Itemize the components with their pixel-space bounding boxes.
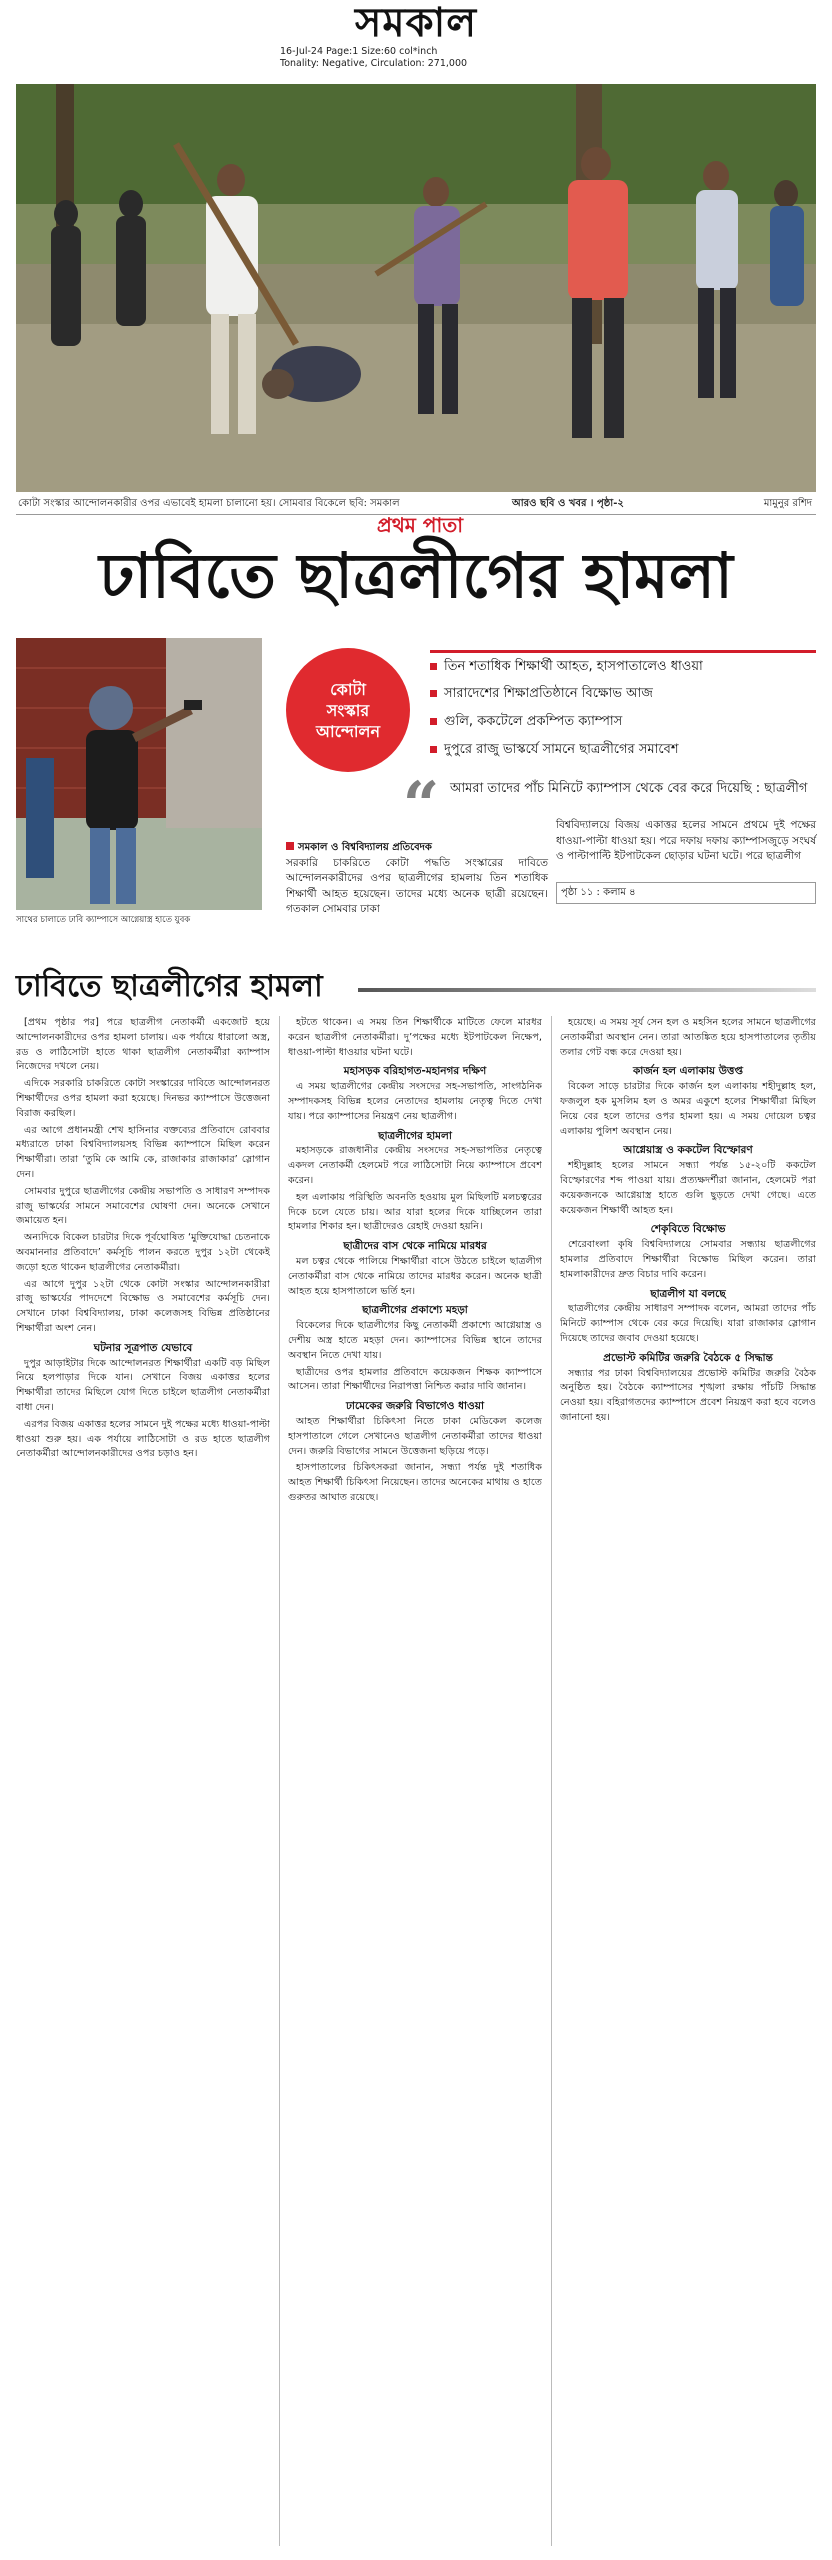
paragraph: অন্যদিকে বিকেল চারটার দিকে পূর্বঘোষিত ‘মুক্তিযোদ্ধা চেতনাকে অবমাননার প্রতিবাদে’ কর্মসূচি পালন করতে দুপুর ১২টা থেকেই জড়ো হতে থাকেন ছাত্রলীগের নেতাকর্মীরা।: [16, 1232, 270, 1273]
subheading: মহাসড়ক বরিহাগত-মহানগর দক্ষিণ: [343, 1065, 487, 1078]
subheading: প্রভোস্ট কমিটির জরুরি বৈঠকে ৫ সিদ্ধান্ত: [603, 1351, 773, 1364]
paragraph: শেরেবাংলা কৃষি বিশ্ববিদ্যালয়ে সোমবার সন্ধ্যায় ছাত্রলীগের হামলার প্রতিবাদে শিক্ষার্থীরা বিক্ষোভ মিছিল করেন। তারা হামলাকারীদের দ্রুত বিচার দাবি করেন।: [560, 1239, 816, 1280]
subheading: কার্জন হল এলাকায় উত্তপ্ত: [632, 1065, 744, 1078]
column-divider: [279, 1016, 280, 2546]
paragraph: মল চত্বর থেকে পালিয়ে শিক্ষার্থীরা বাসে উঠতে চাইলে ছাত্রলীগ নেতাকর্মীরা বাস থেকে নামিয়ে তাদের মারধর করেন। অনেক ছাত্রী আহত হয়ে হাসপাতালে ভর্তি হন।: [288, 1255, 542, 1297]
jump-column-1: [16, 1016, 270, 2546]
paragraph: হয়েছে। এ সময় সূর্য সেন হল ও মহসিন হলের সামনে ছাত্রলীগের নেতাকর্মীরা অবস্থান নেন। তারা আতঙ্কিত হয়ে হাসপাতালের তৃতীয় তলার গেট বন্ধ করে দেওয়া হয়।: [560, 1017, 816, 1058]
paragraph: হটতে থাকেন। এ সময় তিন শিক্ষার্থীকে মাটিতে ফেলে মারধর করেন ছাত্রলীগ নেতাকর্মীরা। দু’পক্ষের মধ্যে ইটপাটকেল নিক্ষেপ, ধাওয়া-পাল্টা ধাওয়ার ঘটনা ঘটে।: [288, 1017, 542, 1058]
main-headline: ঢাবিতে ছাত্রলীগের হামলা: [99, 539, 733, 612]
subheading: ঢামেকের জরুরি বিভাগেও ধাওয়া: [345, 1400, 484, 1413]
paragraph: ছাত্রীদের ওপর হামলার প্রতিবাদে কয়েকজন শিক্ষক ক্যাম্পাসে আসেন। তারা শিক্ষার্থীদের নিরাপত্তা নিশ্চিত করার দাবি জানান।: [288, 1366, 542, 1393]
paragraph: হল এলাকায় পরিস্থিতি অবনতি হওয়ায় মুল মিছিলটি মলচত্বরের দিকে চলে যেতে চায়। আর যারা হলের দিকে যাচ্ছিলেন তারা হামলার শিকার হন। ছাত্রীদেরও রেহাই দেওয়া হয়নি।: [288, 1191, 542, 1233]
page-label: প্রথম পাতা: [376, 513, 464, 537]
gunman-illustration: [16, 638, 262, 910]
subheading: ছাত্রীদের বাস থেকে নামিয়ে মারধর: [343, 1240, 487, 1253]
paragraph: দুপুর আড়াইটার দিকে আন্দোলনরত শিক্ষার্থীরা একটি বড় মিছিল নিয়ে হলপাড়ার দিকে যান। সেখানে বিজয় একাত্তর হলের শিক্ষার্থীরা তাদের মিছিলে যোগ দিতে চাইলে ছাত্রলীগ নেতাকর্মীরা বাধা দেন।: [16, 1357, 270, 1413]
paragraph: আহত শিক্ষার্থীরা চিকিৎসা নিতে ঢাকা মেডিকেল কলেজ হাসপাতালে গেলে সেখানেও ছাত্রলীগ নেতাকর্মীরা তাদের ধাওয়া দেন। জরুরি বিভাগের সামনে উত্তেজনা ছড়িয়ে পড়ে।: [288, 1415, 542, 1457]
photo-caption: কোটা সংস্কার আন্দোলনকারীর ওপর এভাবেই হামলা চালানো হয়। সোমবার বিকেলে ছবি: সমকাল: [18, 498, 400, 509]
badge-line: সংস্কার: [326, 700, 370, 720]
jump-column-3: [560, 1016, 816, 2546]
highlight-bullet: তিন শতাধিক শিক্ষার্থী আহত, হাসপাতালেও ধাওয়া: [430, 650, 816, 677]
paragraph: মহাসড়কে রাজধানীর কেন্দ্রীয় সংসদের সহ-সভাপতির নেতৃত্বে একদল নেতাকর্মী হেলমেট পরে লাঠিসোটা নিয়ে ক্যাম্পাসে প্রবেশ করেন।: [288, 1145, 542, 1186]
kota-movement-badge: [286, 648, 410, 772]
clip-meta-line: 16-Jul-24 Page:1 Size:60 col*inch: [280, 46, 438, 57]
paragraph: এর আগে দুপুর ১২টা থেকে কোটা সংস্কার আন্দোলনকারীরা রাজু ভাস্কর্যের পাদদেশে বিক্ষোভ ও সমাবেশের কর্মসূচি দেন। সেখানে ঢাকা বিশ্ববিদ্যালয়, ঢাকা কলেজসহ বিভিন্ন প্রতিষ্ঠানের শিক্ষার্থীরা অংশ নেন।: [16, 1278, 270, 1334]
lead-text: বিশ্ববিদ্যালয়ে বিজয় একাত্তর হলের সামনে প্রথমে দুই পক্ষের ধাওয়া-পাল্টা ধাওয়া হয়। পরে দফায় দফায় ক্যাম্পাসজুড়ে সংঘর্ষ ও পাল্টাপাল্টি ইটপাটকেল ছোড়ার ঘটনা ঘটে। পরে ছাত্রলীগ: [556, 819, 816, 863]
paragraph: সোমবার দুপুরে ছাত্রলীগের কেন্দ্রীয় সভাপতি ও সাধারণ সম্পাদক রাজু ভাস্কর্যের সামনে সমাবেশের ঘোষণা দেন। অনেকে সেখানে জমায়েত হন।: [16, 1185, 270, 1227]
paragraph: এদিকে সরকারি চাকরিতে কোটা সংস্কারের দাবিতে আন্দোলনরত শিক্ষার্থীদের ওপর হামলা করা হয়েছে। দিনভর ক্যাম্পাসে উত্তেজনা বিরাজ করছিল।: [16, 1078, 270, 1119]
subheading: ছাত্রলীগের হামলা: [378, 1129, 452, 1142]
paragraph: বিকেল সাড়ে চারটার দিকে কার্জন হল এলাকায় শহীদুল্লাহ হল, ফজলুল হক মুসলিম হল ও অমর একুশে হলের শিক্ষার্থীরা মিছিল নিয়ে বের হলে তাদের ওপর হামলা হয়। এ সময় দোয়েল চত্বর এলাকায় পুলিশ অবস্থান নেয়।: [560, 1081, 816, 1137]
paragraph: এর আগে প্রধানমন্ত্রী শেখ হাসিনার বক্তব্যের প্রতিবাদে রোববার মধ্যরাতে ঢাকা বিশ্ববিদ্যালয়সহ বিভিন্ন ক্যাম্পাসে মিছিল করেন শিক্ষার্থীরা। তারা ‘তুমি কে আমি কে, রাজাকার রাজাকার’ স্লোগান দেন।: [16, 1124, 270, 1180]
jump-headline-bar: [16, 964, 816, 1010]
masthead: [0, 0, 832, 72]
badge-line: কোটা: [330, 679, 366, 699]
badge-line: আন্দোলন: [315, 721, 381, 741]
subheading: ছাত্রলীগের প্রকাশ্যে মহড়া: [362, 1304, 468, 1317]
headline-rule: [358, 988, 816, 992]
photographer-credit: মামুনুর রশিদ: [763, 498, 812, 509]
paragraph: বিকেলের দিকে ছাত্রলীগের কিছু নেতাকর্মী প্রকাশ্যে আগ্নেয়াস্ত্র ও দেশীয় অস্ত্র হাতে মহড়া দেন। ক্যাম্পাসের বিভিন্ন স্থানে তাদের অবস্থান নিতে দেখা যায়।: [288, 1320, 542, 1361]
newspaper-logo: সমকাল: [354, 0, 478, 46]
pull-quote: আমরা তাদের পাঁচ মিনিটে ক্যাম্পাস থেকে বের করে দিয়েছি : ছাত্রলীগ: [450, 781, 808, 796]
clip-meta-line: Tonality: Negative, Circulation: 271,000: [280, 58, 468, 69]
byline: সমকাল ও বিশ্ববিদ্যালয় প্রতিবেদক: [286, 840, 548, 856]
subheading: ঘটনার সূত্রপাত যেভাবে: [93, 1341, 193, 1354]
paragraph: এরপর বিজয় একাত্তর হলের সামনে দুই পক্ষের মধ্যে ধাওয়া-পাল্টা ধাওয়া শুরু হয়। এক পর্যায়ে লাঠিসোটা ও রড হাতে ছাত্রলীগ নেতাকর্মীরা আন্দোলনকারীদের ওপর চড়াও হন।: [16, 1418, 270, 1460]
column-divider: [551, 1016, 552, 2546]
paragraph: এ সময় ছাত্রলীগের কেন্দ্রীয় সংসদের সহ-সভাপতি, সাংগঠনিক সম্পাদকসহ বিভিন্ন হলের নেতাদের হামলায় নেতৃত্ব দিতে দেখা যায়। পরে ক্যাম্পাসের নিয়ন্ত্রণ নেয় ছাত্রলীগ।: [288, 1081, 542, 1122]
highlight-bullet: গুলি, ককটেলে প্রকম্পিত ক্যাম্পাস: [430, 712, 816, 732]
subheading: আগ্নেয়াস্ত্র ও ককটেল বিস্ফোরণ: [623, 1144, 753, 1157]
paragraph: হাসপাতালের চিকিৎসকরা জানান, সন্ধ্যা পর্যন্ত দুই শতাধিক আহত শিক্ষার্থী চিকিৎসা নিয়েছেন। তাদের অনেকের মাথায় ও হাতে গুরুতর আঘাত রয়েছে।: [288, 1462, 542, 1503]
gunman-photo-caption: সাথের চালাতে ঢাবি ক্যাম্পাসে আগ্নেয়াস্ত্র হাতে যুবক: [16, 915, 191, 925]
jump-headline: ঢাবিতে ছাত্রলীগের হামলা: [16, 969, 323, 1004]
gunman-photo: [16, 638, 262, 910]
jump-column-2: [288, 1016, 542, 2546]
highlight-bullet: সারাদেশের শিক্ষাপ্রতিষ্ঠানে বিক্ষোভ আজ: [430, 684, 816, 704]
top-news-photo: [16, 84, 816, 492]
paragraph: শহীদুল্লাহ হলের সামনে সন্ধ্যা পর্যন্ত ১৫-২০টি ককটেল বিস্ফোরণের শব্দ পাওয়া যায়। প্রত্যক্ষদর্শীরা জানান, হেলমেট পরা কয়েকজনকে আগ্নেয়াস্ত্র হাতে গুলি ছুড়তে দেখা গেছে। এতে কয়েকজন শিক্ষার্থী আহত হন।: [560, 1160, 816, 1216]
lead-column-1: [286, 840, 548, 918]
more-photos-link: আরও ছবি ও খবর । পৃষ্ঠা-২: [512, 498, 624, 509]
paragraph: সন্ধ্যার পর ঢাকা বিশ্ববিদ্যালয়ের প্রভোস্ট কমিটির জরুরি বৈঠক অনুষ্ঠিত হয়। বৈঠকে ক্যাম্পাসের শৃঙ্খলা রক্ষায় পাঁচটি সিদ্ধান্ত নেওয়া হয়। বহিরাগতদের ক্যাম্পাসে প্রবেশ নিয়ন্ত্রণ করা হবে বলেও জানানো হয়।: [560, 1367, 816, 1423]
subheading: শেকৃবিতে বিক্ষোভ: [650, 1223, 726, 1236]
attack-scene-illustration: [16, 84, 816, 492]
quote-mark-icon: “: [402, 768, 440, 843]
paragraph: [প্রথম পৃষ্ঠার পর] পরে ছাত্রলীগ নেতাকর্মী একজোট হয়ে আন্দোলনকারীদের ওপর হামলা চালায়। এক পর্যায়ে ধারালো অস্ত্র, রড ও লাঠিসোটা হাতে থাকা ছাত্রলীগ নেতাকর্মীরা ক্যাম্পাস নিজেদের দখলে নেয়।: [16, 1017, 270, 1073]
highlight-bullet: দুপুরে রাজু ভাস্কর্যে সামনে ছাত্রলীগের সমাবেশ: [430, 740, 816, 760]
subheading: ছাত্রলীগ যা বলছে: [650, 1287, 726, 1300]
lead-text: সরকারি চাকরিতে কোটা পদ্ধতি সংস্কারের দাবিতে আন্দোলনকারীদের ওপর ছাত্রলীগের হামলায় তিন শতাধিক শিক্ষার্থী আহত হয়েছেন। তাদের মধ্যে অনেক ছাত্রী রয়েছেন। গতকাল সোমবার ঢাকা: [286, 856, 548, 916]
continued-on-tag: পৃষ্ঠা ১১ : কলাম ৪: [556, 882, 816, 904]
paragraph: ছাত্রলীগের কেন্দ্রীয় সাধারণ সম্পাদক বলেন, আমরা তাদের পাঁচ মিনিটে ক্যাম্পাস থেকে বের করে দিয়েছি। যারা রাজাকার স্লোগান দিয়েছে তাদের জবাব দেওয়া হয়েছে।: [560, 1303, 816, 1344]
lead-column-2: [556, 818, 816, 865]
